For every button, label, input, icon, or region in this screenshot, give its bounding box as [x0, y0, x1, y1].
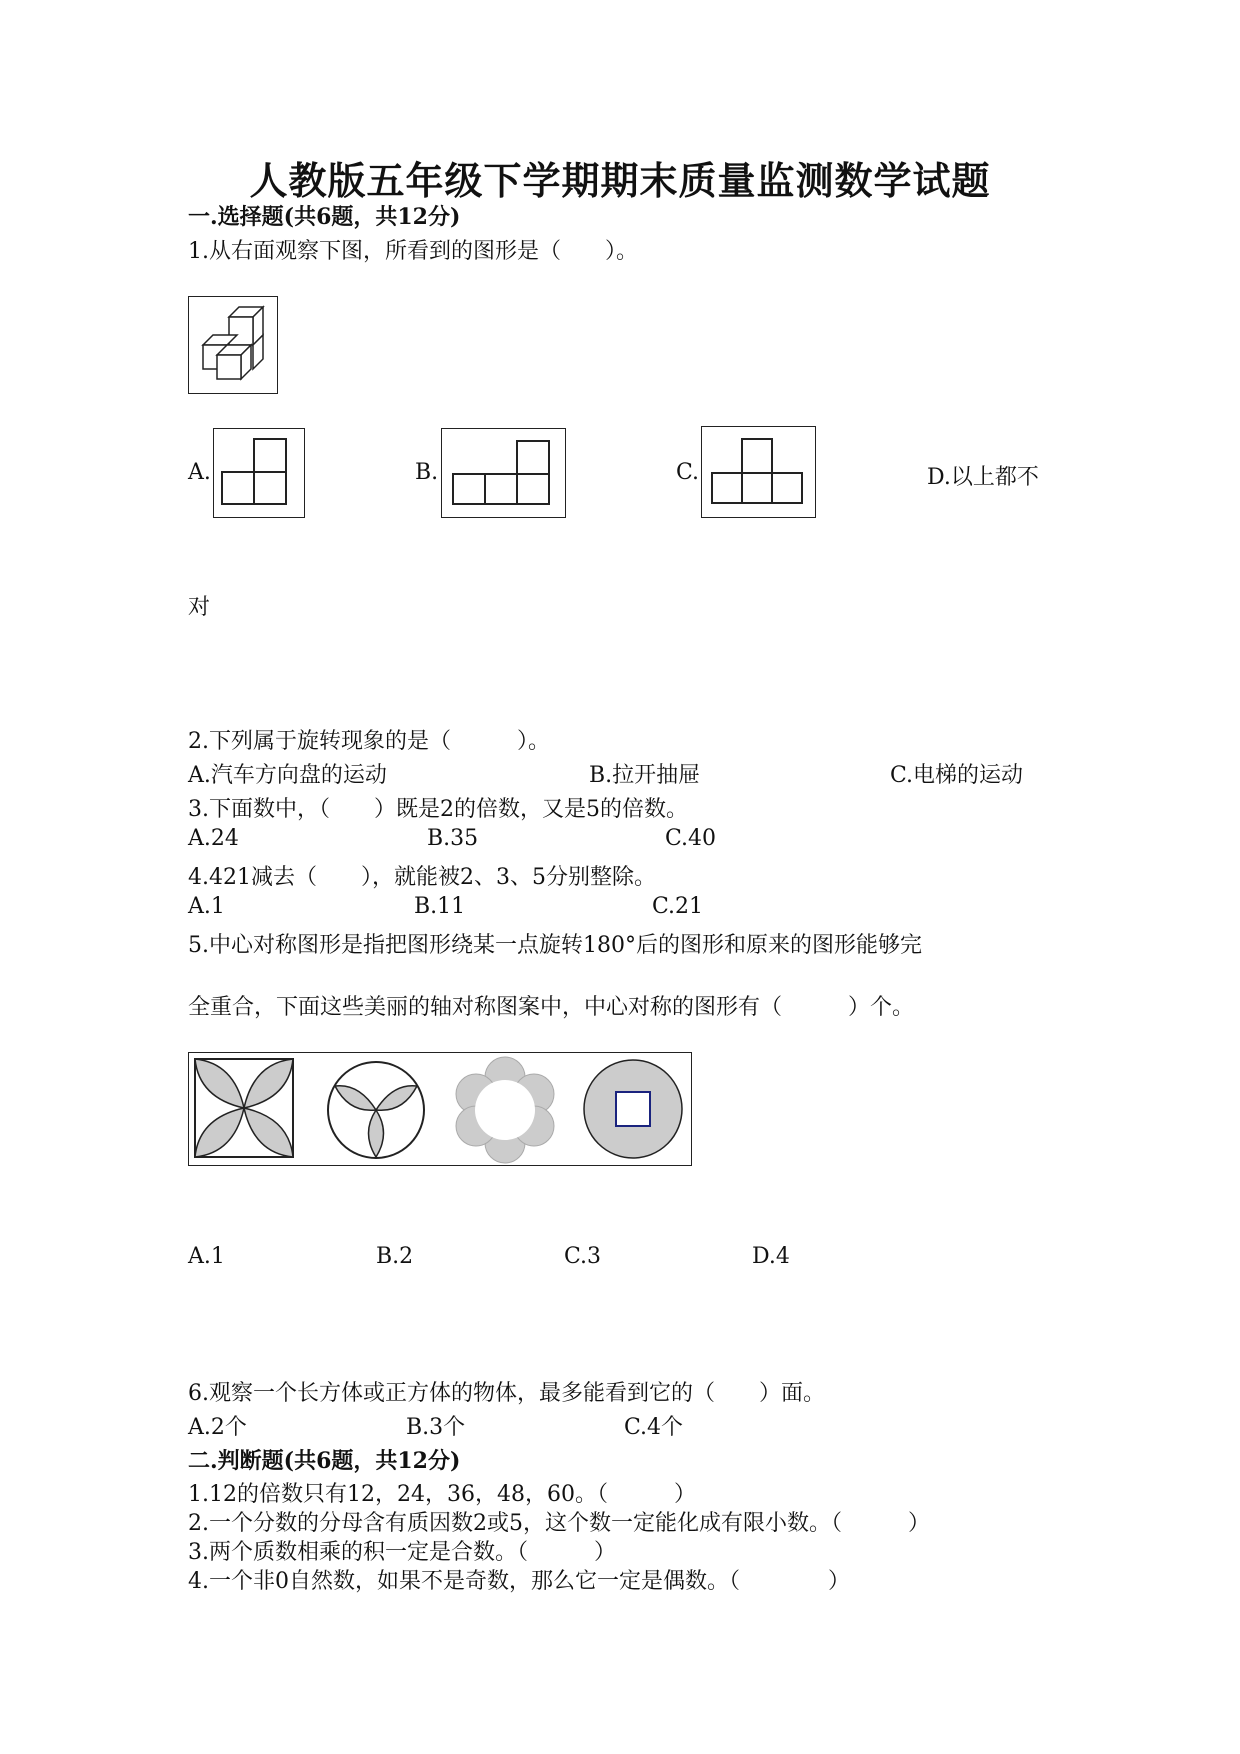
pattern-flower [456, 1057, 554, 1163]
q5-option-b: B.2 [376, 1244, 414, 1269]
question-5-text-line-2: 全重合，下面这些美丽的轴对称图案中，中心对称的图形有（ ）个。 [188, 995, 915, 1020]
q1-option-c-figure [701, 426, 816, 518]
q5-option-c: C.3 [564, 1244, 602, 1269]
q4-option-b: B.11 [414, 894, 466, 919]
q2-option-a: A.汽车方向盘的运动 [188, 763, 387, 788]
judgment-item-3: 3.两个质数相乘的积一定是合数。（ ） [188, 1540, 616, 1565]
q1-option-a-figure [213, 428, 305, 518]
q1-option-b-label: B. [415, 460, 439, 485]
q1-option-d-label: D.以上都不 [927, 465, 1039, 490]
q4-option-c: C.21 [652, 894, 704, 919]
judgment-item-4: 4.一个非0自然数，如果不是奇数，那么它一定是偶数。（ ） [188, 1569, 850, 1594]
q1-option-a-label: A. [188, 460, 211, 485]
question-4-text: 4.421减去（ ），就能被2、3、5分别整除。 [188, 865, 656, 890]
pattern-square-petals [195, 1059, 293, 1157]
q2-option-b: B.拉开抽屉 [589, 763, 701, 788]
page-title: 人教版五年级下学期期末质量监测数学试题 [249, 158, 991, 203]
judgment-item-2: 2.一个分数的分母含有质因数2或5，这个数一定能化成有限小数。（ ） [188, 1511, 930, 1536]
symmetry-patterns-figure [188, 1052, 692, 1166]
question-6-text: 6.观察一个长方体或正方体的物体，最多能看到它的（ ）面。 [188, 1381, 825, 1406]
pattern-coin [584, 1060, 682, 1158]
q1-option-b-figure [441, 428, 566, 518]
q1-option-d-continuation: 对 [188, 595, 211, 620]
judgment-item-1: 1.12的倍数只有12，24，36，48，60。（ ） [188, 1482, 696, 1507]
question-2-text: 2.下列属于旋转现象的是（ ）。 [188, 729, 550, 754]
q6-option-a: A.2个 [188, 1415, 247, 1440]
question-1-text: 1.从右面观察下图，所看到的图形是（ ）。 [188, 239, 638, 264]
q5-option-d: D.4 [752, 1244, 790, 1269]
q3-option-b: B.35 [427, 826, 479, 851]
cube-stack-figure [188, 296, 278, 394]
q4-option-a: A.1 [188, 894, 225, 919]
q2-option-c: C.电梯的运动 [890, 763, 1024, 788]
pattern-circle-three-petals [328, 1062, 424, 1158]
q6-option-b: B.3个 [406, 1415, 466, 1440]
q3-option-a: A.24 [188, 826, 239, 851]
q5-option-a: A.1 [188, 1244, 225, 1269]
question-3-text: 3.下面数中，（ ）既是2的倍数，又是5的倍数。 [188, 797, 688, 822]
section-1-heading: 一.选择题(共6题，共12分) [188, 204, 461, 230]
question-5-text-line-1: 5.中心对称图形是指把图形绕某一点旋转180°后的图形和原来的图形能够完 [188, 933, 922, 958]
q6-option-c: C.4个 [624, 1415, 684, 1440]
q1-option-c-label: C. [676, 460, 700, 485]
section-2-heading: 二.判断题(共6题，共12分) [188, 1448, 461, 1474]
q3-option-c: C.40 [665, 826, 717, 851]
